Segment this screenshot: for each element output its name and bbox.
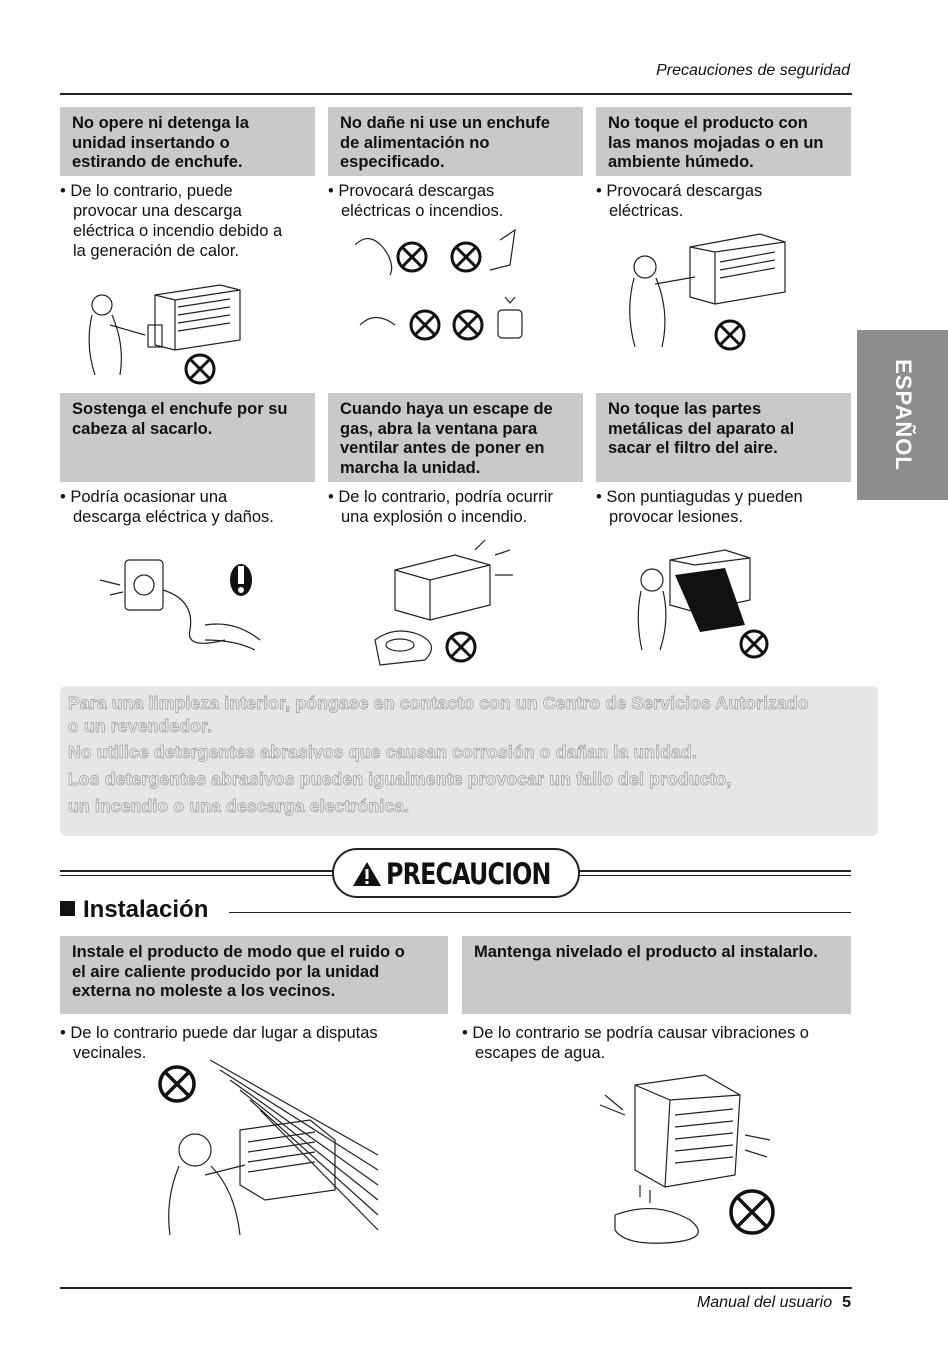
page-header-title: Precauciones de seguridad — [656, 62, 850, 79]
illustration-gas-leak-icon — [365, 540, 515, 675]
footer-rule — [60, 1287, 852, 1289]
caution-rule-right — [578, 870, 851, 872]
note-line-3: No utilice detergentes abrasivos que causan corrosión o dañan la unidad. — [68, 742, 697, 762]
cleaning-note-box — [60, 686, 878, 836]
illustration-wet-hands-icon — [620, 222, 790, 357]
page-footer — [697, 1294, 851, 1312]
note-line-2: o un revendedor. — [68, 716, 213, 736]
caution-rule-left — [60, 870, 334, 872]
warning-bullet-1: • De lo contrario, puede provocar una descarga eléctrica o incendio debido a la generación de calor. — [60, 182, 283, 260]
header-rule — [60, 93, 852, 95]
section-square-icon — [60, 901, 75, 916]
footer-label: Manual del usuario — [696, 1294, 833, 1311]
illustration-level-install-icon — [595, 1065, 785, 1255]
warning-heading-2: No dañe ni use un enchufe de alimentación no especificado. — [328, 107, 583, 176]
caution-label: PRECAUCION — [386, 857, 551, 891]
warning-heading-3: No toque el producto con las manos mojadas o en un ambiente húmedo. — [596, 107, 851, 176]
language-tab-label: ESPAÑOL — [890, 359, 916, 471]
illustration-hold-plug-icon — [95, 540, 275, 660]
warning-bullet-6: • Son puntiagudas y pueden provocar lesiones. — [596, 488, 803, 526]
caution-rule-left-thin — [60, 875, 334, 876]
warning-heading-4: Sostenga el enchufe por su cabeza al sacarlo. — [60, 393, 315, 482]
warning-triangle-icon — [352, 861, 382, 887]
page-number: 5 — [842, 1294, 851, 1311]
illustration-metal-parts-icon — [630, 540, 780, 660]
note-line-4: Los detergentes abrasivos pueden igualmente provocar un fallo del producto, — [68, 769, 732, 789]
installation-bullet-1: • De lo contrario puede dar lugar a disputas vecinales. — [60, 1024, 378, 1062]
warning-bullet-5: • De lo contrario, podría ocurrir una explosión o incendio. — [328, 488, 553, 526]
caution-banner — [332, 848, 580, 898]
warning-heading-5: Cuando haya un escape de gas, abra la ventana para ventilar antes de poner en marcha la unidad. — [328, 393, 583, 482]
illustration-noise-neighbors-icon — [150, 1060, 380, 1240]
language-tab — [857, 330, 948, 500]
installation-bullet-2: • De lo contrario se podría causar vibraciones o escapes de agua. — [462, 1024, 809, 1062]
installation-rule — [229, 912, 851, 913]
warning-heading-6: No toque las partes metálicas del aparato al sacar el filtro del aire. — [596, 393, 851, 482]
warning-bullet-4: • Podría ocasionar una descarga eléctrica y daños. — [60, 488, 274, 526]
warning-bullet-2: • Provocará descargas eléctricas o incendios. — [328, 182, 504, 220]
illustration-unplug-icon — [80, 265, 250, 385]
installation-heading-1: Instale el producto de modo que el ruido o el aire caliente producido por la unidad externa no moleste a los vecinos. — [60, 936, 448, 1014]
note-line-1: Para una limpieza interior, póngase en contacto con un Centro de Servicios Autorizado — [68, 693, 809, 713]
caution-rule-right-thin — [578, 875, 851, 876]
installation-heading-2: Mantenga nivelado el producto al instalarlo. — [462, 936, 851, 1014]
illustration-plug-damage-icon — [350, 225, 540, 355]
warning-heading-1: No opere ni detenga la unidad insertando o estirando de enchufe. — [60, 107, 315, 176]
warning-bullet-3: • Provocará descargas eléctricas. — [596, 182, 763, 220]
installation-title-text: Instalación — [83, 896, 209, 923]
note-line-5: un incendio o una descarga electrónica. — [68, 796, 410, 816]
installation-section-title — [60, 896, 208, 924]
